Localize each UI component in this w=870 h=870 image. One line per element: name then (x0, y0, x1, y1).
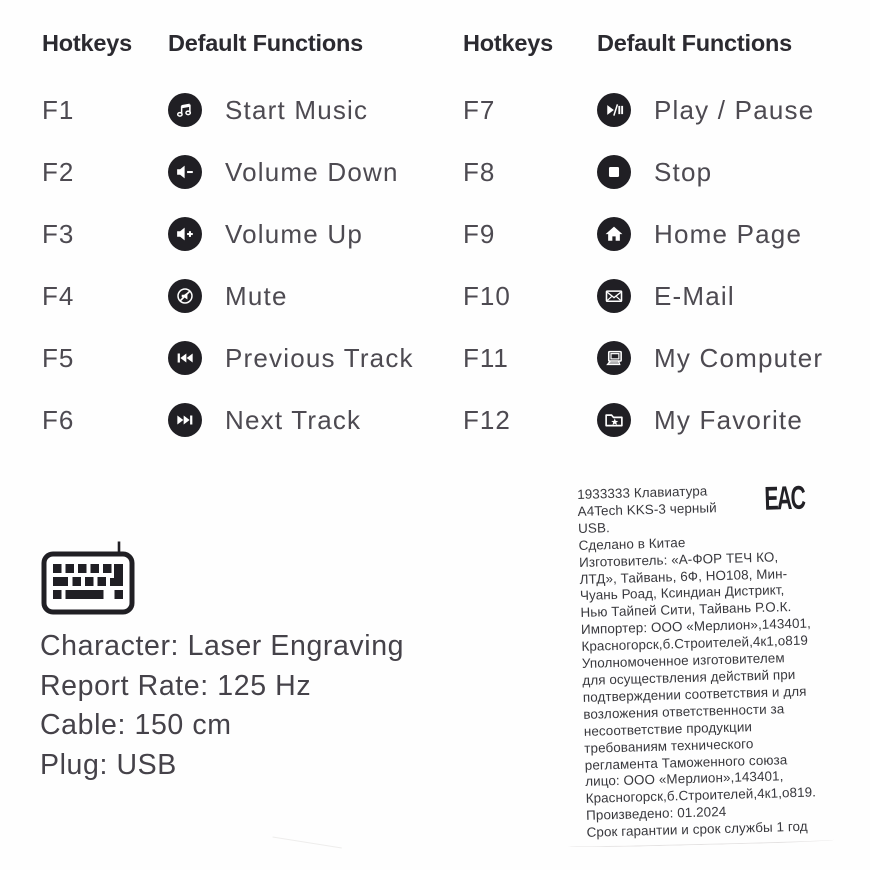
hotkey-label: F10 (463, 280, 511, 311)
function-label: Home Page (654, 218, 803, 249)
function-label: Stop (654, 156, 713, 187)
hotkey-label: F8 (463, 156, 496, 187)
function-label: Start Music (225, 94, 369, 125)
volume-up-icon (168, 217, 202, 251)
function-label: My Favorite (654, 404, 804, 435)
hotkey-label: F2 (42, 156, 75, 187)
hotkeys-header: Hotkeys (463, 30, 554, 56)
hotkey-row-f6 (42, 403, 414, 437)
hotkey-table-left (42, 30, 414, 437)
function-label: My Computer (654, 342, 824, 373)
hotkey-label: F1 (42, 94, 75, 125)
hotkey-rows (42, 93, 414, 437)
hotkey-row-f2 (42, 155, 414, 189)
regulatory-text: 1933333 Клавиатура A4Tech KKS-3 черный USB. Сделано в Китае Изготовитель: «А-ФОР ТЕЧ КО, ЛТД», Тайвань, 6Ф, НО108, Мин- Чуань Роад, Ксиндиан Дистрикт, Нью Тайпей Сити, Тайвань Р.О.К. Импортер: ООО «Мерлион»,143401, Красногорск,б.Строителей,4к1,о819 Уполномоченное изготовителем для осуществления действий при подтверждении соответствия и для возложения ответственности за несоответствие продукции требованиям технического регламента Таможенного союза лицо: ООО «Мерлион»,143401, Красногорск,б.Строителей,4к1,о819. Произведено: 01.2024 Срок гарантии и срок службы 1 год (577, 483, 817, 840)
function-label: Play / Pause (654, 94, 815, 125)
function-label: E-Mail (654, 280, 735, 311)
hotkey-row-f7 (463, 93, 823, 127)
scan-smudge (272, 837, 342, 851)
table-header (42, 30, 414, 57)
hotkey-row-f4 (42, 279, 414, 313)
hotkey-row-f9 (463, 217, 823, 251)
keyboard-icon (40, 538, 136, 618)
my-computer-icon (597, 341, 631, 375)
hotkeys-header: Hotkeys (42, 30, 133, 56)
hotkey-label: F3 (42, 218, 75, 249)
email-icon (597, 279, 631, 313)
next-track-icon (168, 403, 202, 437)
hotkey-label: F11 (463, 342, 509, 373)
function-label: Volume Up (225, 218, 363, 249)
music-note-icon (168, 93, 202, 127)
my-favorite-icon (597, 403, 631, 437)
home-icon (597, 217, 631, 251)
function-label: Next Track (225, 404, 362, 435)
previous-track-icon (168, 341, 202, 375)
hotkey-label: F4 (42, 280, 75, 311)
hotkey-label: F6 (42, 404, 75, 435)
hotkey-label: F7 (463, 94, 496, 125)
hotkey-row-f3 (42, 217, 414, 251)
default-functions-header: Default Functions (597, 30, 793, 56)
hotkey-row-f10 (463, 279, 823, 313)
table-header (463, 30, 823, 57)
hotkey-row-f11 (463, 341, 823, 375)
function-label: Mute (225, 280, 288, 311)
spec-cable: Cable: 150 cm (40, 709, 232, 741)
hotkey-label: F12 (463, 404, 511, 435)
default-functions-header: Default Functions (168, 30, 364, 56)
eac-mark: EAC (763, 478, 805, 517)
regulatory-label (577, 480, 839, 842)
specs-block (40, 538, 404, 785)
mute-icon (168, 279, 202, 313)
hotkey-table-right (463, 30, 823, 437)
hotkey-row-f8 (463, 155, 823, 189)
spec-character: Character: Laser Engraving (40, 630, 405, 662)
hotkey-row-f12 (463, 403, 823, 437)
hotkey-label: F9 (463, 218, 496, 249)
spec-lines (40, 627, 404, 785)
spec-plug: Plug: USB (40, 748, 177, 781)
hotkey-row-f1 (42, 93, 414, 127)
function-label: Previous Track (225, 342, 414, 373)
hotkey-label: F5 (42, 342, 75, 373)
spec-report-rate: Report Rate: 125 Hz (40, 669, 312, 702)
hotkey-row-f5 (42, 341, 414, 375)
function-label: Volume Down (225, 156, 399, 187)
play-pause-icon (597, 93, 631, 127)
hotkey-rows (463, 93, 823, 437)
volume-down-icon (168, 155, 202, 189)
stop-icon (597, 155, 631, 189)
